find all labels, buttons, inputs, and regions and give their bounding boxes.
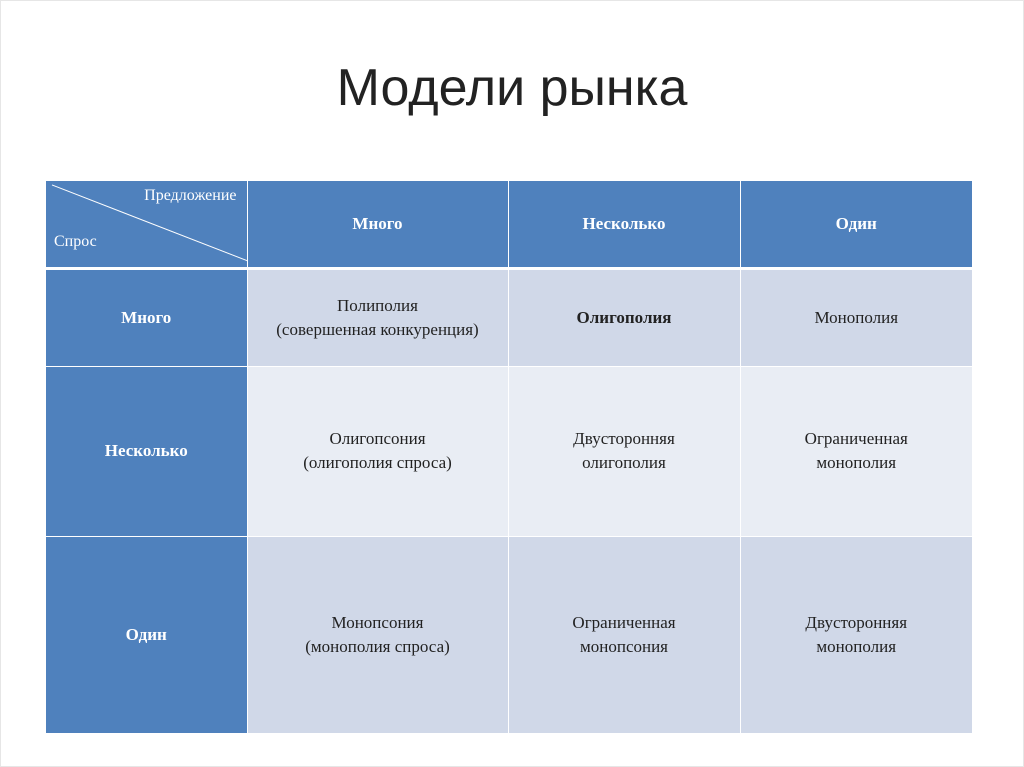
cell-line: Монопсония — [331, 612, 424, 632]
table-header-row — [46, 181, 972, 268]
table-cell — [740, 366, 972, 536]
cell-line: Олигополия — [576, 307, 672, 327]
row-header-one: Один — [46, 536, 247, 733]
table-row — [46, 366, 972, 536]
corner-cell — [46, 181, 247, 268]
table-cell — [247, 366, 508, 536]
table-cell — [247, 536, 508, 733]
table-cell — [247, 268, 508, 366]
cell-line: (монополия спроса) — [305, 636, 450, 656]
row-header-several: Несколько — [46, 366, 247, 536]
table-cell — [508, 536, 740, 733]
cell-line: Полиполия — [337, 295, 418, 315]
market-models-table — [46, 181, 972, 734]
cell-line: Ограниченная — [804, 429, 908, 448]
table-cell — [508, 268, 740, 366]
table-row — [46, 268, 972, 366]
cell-line: Монополия — [814, 307, 899, 327]
cell-line: олигополия — [582, 453, 666, 472]
cell-line: монополия — [816, 453, 897, 472]
corner-supply-label: Предложение — [144, 187, 237, 204]
slide-title: Модели рынка — [336, 59, 688, 117]
row-header-many: Много — [46, 268, 247, 366]
column-header-many: Много — [247, 181, 508, 268]
cell-line: монополия — [816, 636, 897, 656]
cell-line: Двусторонняя — [573, 429, 675, 448]
cell-line: Ограниченная — [572, 612, 676, 632]
cell-line: Двусторонняя — [805, 612, 908, 632]
cell-line: (совершенная конкуренция) — [276, 319, 479, 339]
column-header-several: Несколько — [508, 181, 740, 268]
column-header-one: Один — [740, 181, 972, 268]
table-cell — [740, 536, 972, 733]
cell-line: Олигопсония — [329, 429, 426, 448]
cell-line: (олигополия спроса) — [303, 453, 452, 472]
corner-demand-label: Спрос — [54, 232, 97, 250]
table-cell — [740, 268, 972, 366]
table-cell — [508, 366, 740, 536]
table-row — [46, 536, 972, 733]
cell-line: монопсония — [579, 636, 668, 656]
